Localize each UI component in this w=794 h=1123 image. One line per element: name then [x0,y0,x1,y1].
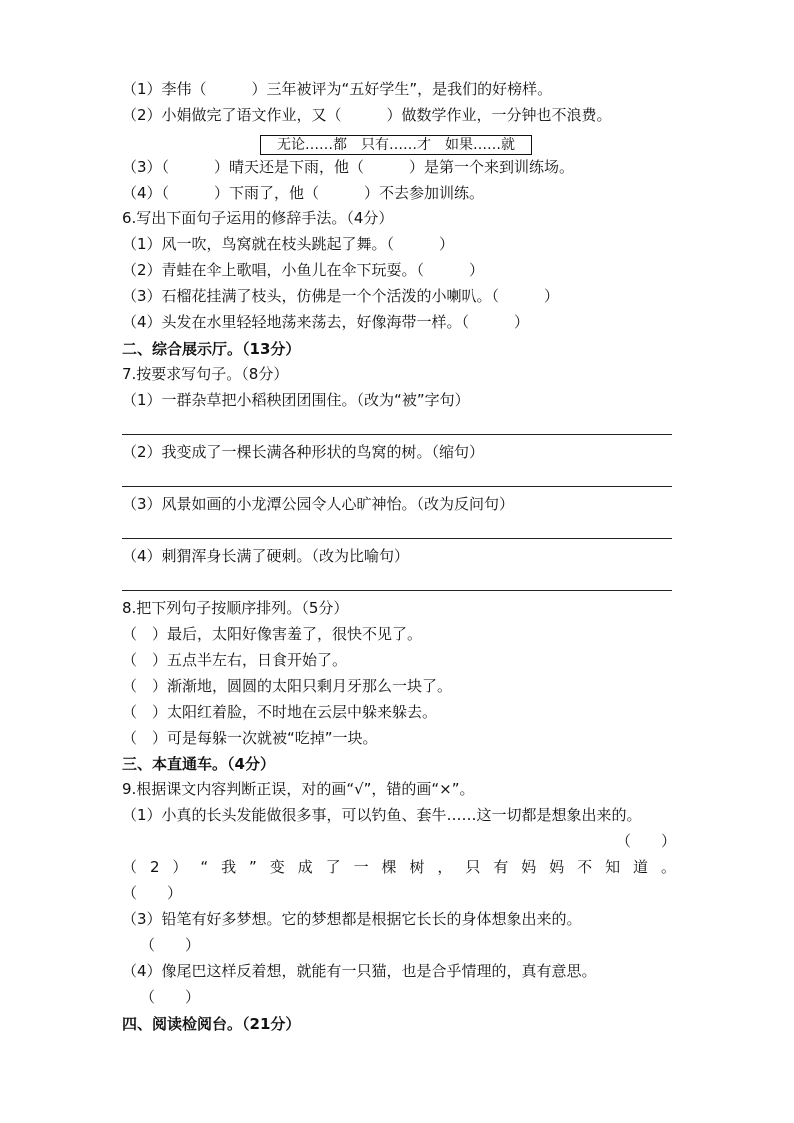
q5-item-2: （2）小娟做完了语文作业，又（ ）做数学作业，一分钟也不浪费。 [122,106,612,124]
q6-item-2: （2）青蛙在伞上歌唱，小鱼儿在伞下玩耍。（ ） [122,261,485,279]
section-3-heading: 三、本直通车。（4分） [122,755,275,773]
q9-item-4-paren: （ ） [140,988,201,1006]
q5-item-4: （4）（ ）下雨了，他（ ）不去参加训练。 [122,184,485,202]
q7-item-2: （2）我变成了一棵长满各种形状的鸟窝的树。（缩句） [122,443,485,461]
q8-item-2: （ ）五点半左右，日食开始了。 [122,651,348,669]
q8-item-5: （ ）可是每躲一次就被“吃掉”一块。 [122,729,378,747]
q5-word-box: 无论……都 只有……才 如果……就 [260,135,532,155]
q6-title: 6.写出下面句子运用的修辞手法。（4分） [122,209,394,227]
q7-item-1: （1）一群杂草把小稻秧团团围住。（改为“被”字句） [122,391,470,409]
q8-item-3: （ ）渐渐地，圆圆的太阳只剩月牙那么一块了。 [122,677,453,695]
q5-item-3: （3）（ ）晴天还是下雨，他（ ）是第一个来到训练场。 [122,158,575,176]
q6-item-1: （1）风一吹，鸟窝就在枝头跳起了舞。（ ） [122,235,455,253]
answer-line-3 [122,538,672,539]
answer-line-4 [122,590,672,591]
q9-item-1: （1）小真的长头发能做很多事，可以钓鱼、套牛……这一切都是想象出来的。 [122,806,642,824]
q6-item-4: （4）头发在水里轻轻地荡来荡去，好像海带一样。（ ） [122,313,530,331]
q8-item-4: （ ）太阳红着脸，不时地在云层中躲来躲去。 [122,703,438,721]
answer-line-2 [122,486,672,487]
q7-item-3: （3）风景如画的小龙潭公园令人心旷神怡。（改为反问句） [122,495,515,513]
q9-item-2-paren: （ ） [122,884,183,902]
q9-item-4: （4）像尾巴这样反着想，就能有一只猫，也是合乎情理的，真有意思。 [122,962,597,980]
q8-item-1: （ ）最后，太阳好像害羞了，很快不见了。 [122,625,423,643]
q9-item-2: （2）“我”变成了一棵树，只有妈妈不知道。 [122,858,676,876]
q5-item-1: （1）李伟（ ）三年被评为“五好学生”，是我们的好榜样。 [122,80,553,98]
section-2-heading: 二、综合展示厅。（13分） [122,340,301,358]
q7-title: 7.按要求写句子。（8分） [122,365,289,383]
q9-item-1-paren: （ ） [615,832,676,850]
answer-line-1 [122,434,672,435]
q9-title: 9.根据课文内容判断正误，对的画“√”，错的画“×”。 [122,780,475,798]
q9-item-3-paren: （ ） [140,936,201,954]
q6-item-3: （3）石榴花挂满了枝头，仿佛是一个个活泼的小喇叭。（ ） [122,287,560,305]
q8-title: 8.把下列句子按顺序排列。（5分） [122,599,349,617]
q7-item-4: （4）刺猬浑身长满了硬刺。（改为比喻句） [122,547,410,565]
q9-item-3: （3）铅笔有好多梦想。它的梦想都是根据它长长的身体想象出来的。 [122,910,582,928]
section-4-heading: 四、阅读检阅台。（21分） [122,1015,301,1033]
